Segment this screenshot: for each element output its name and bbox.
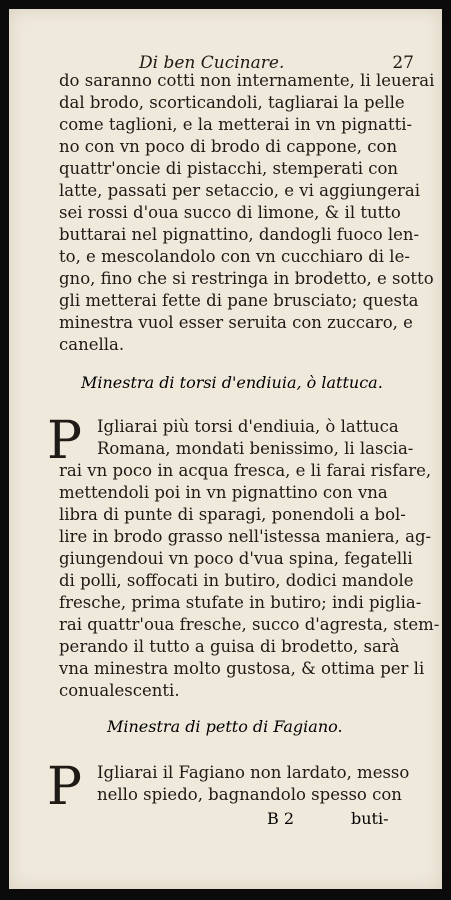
catchword: buti- — [351, 809, 389, 828]
text-line: latte, passati per setaccio, e vi aggiungerai — [59, 181, 420, 200]
text-line: conualescenti. — [59, 681, 180, 700]
text-line: vna minestra molto gustosa, & ottima per li — [59, 659, 425, 678]
text-line: canella. — [59, 335, 125, 354]
text-line: libra di punte di sparagi, ponendoli a bol- — [59, 505, 406, 524]
text-line: rai quattr'oua fresche, succo d'agresta, stem- — [59, 615, 440, 634]
text-line: buttarai nel pignattino, dandogli fuoco len- — [59, 225, 420, 244]
text-line: to, e mescolandolo con vn cucchiaro di le- — [59, 247, 410, 266]
text-line: mettendoli poi in vn pignattino con vna — [59, 483, 388, 502]
page-number: 27 — [392, 53, 414, 73]
section-3-heading: Minestra di petto di Fagiano. — [107, 717, 343, 736]
text-line: gli metterai fette di pane brusciato; questa — [59, 291, 419, 310]
drop-cap: P — [47, 757, 82, 817]
text-line: fresche, prima stufate in butiro; indi piglia- — [59, 593, 422, 612]
signature-mark: B 2 — [267, 809, 295, 828]
text-line: dal brodo, scorticandoli, tagliarai la pelle — [59, 93, 405, 112]
text-line: giungendoui vn poco d'vua spina, fegatelli — [59, 549, 413, 568]
text-line: do saranno cotti non internamente, li leuerai — [59, 71, 435, 90]
text-line: di polli, soffocati in butiro, dodici mandole — [59, 571, 414, 590]
drop-cap: P — [47, 411, 82, 471]
text-line: nello spiedo, bagnandolo spesso con — [97, 785, 402, 804]
text-line: minestra vuol esser seruita con zuccaro, e — [59, 313, 413, 332]
text-line: sei rossi d'oua succo di limone, & il tutto — [59, 203, 401, 222]
text-line: lire in brodo grasso nell'istessa maniera, ag- — [59, 527, 432, 546]
text-line: Igliarai il Fagiano non lardato, messo — [97, 763, 410, 782]
text-line: no con vn poco di brodo di cappone, con — [59, 137, 398, 156]
section-2-heading: Minestra di torsi d'endiuia, ò lattuca. — [81, 373, 383, 392]
text-line: Romana, mondati benissimo, li lascia- — [97, 439, 414, 458]
text-line: come taglioni, e la metterai in vn pignatti- — [59, 115, 413, 134]
text-line: quattr'oncie di pistacchi, stemperati con — [59, 159, 399, 178]
text-line: gno, fino che si restringa in brodetto, e sotto — [59, 269, 434, 288]
text-line: Igliarai più torsi d'endiuia, ò lattuca — [97, 417, 399, 436]
text-line: perando il tutto a guisa di brodetto, sarà — [59, 637, 400, 656]
book-page — [9, 9, 442, 889]
running-title: Di ben Cucinare. — [139, 53, 285, 73]
text-line: rai vn poco in acqua fresca, e li farai risfare, — [59, 461, 432, 480]
